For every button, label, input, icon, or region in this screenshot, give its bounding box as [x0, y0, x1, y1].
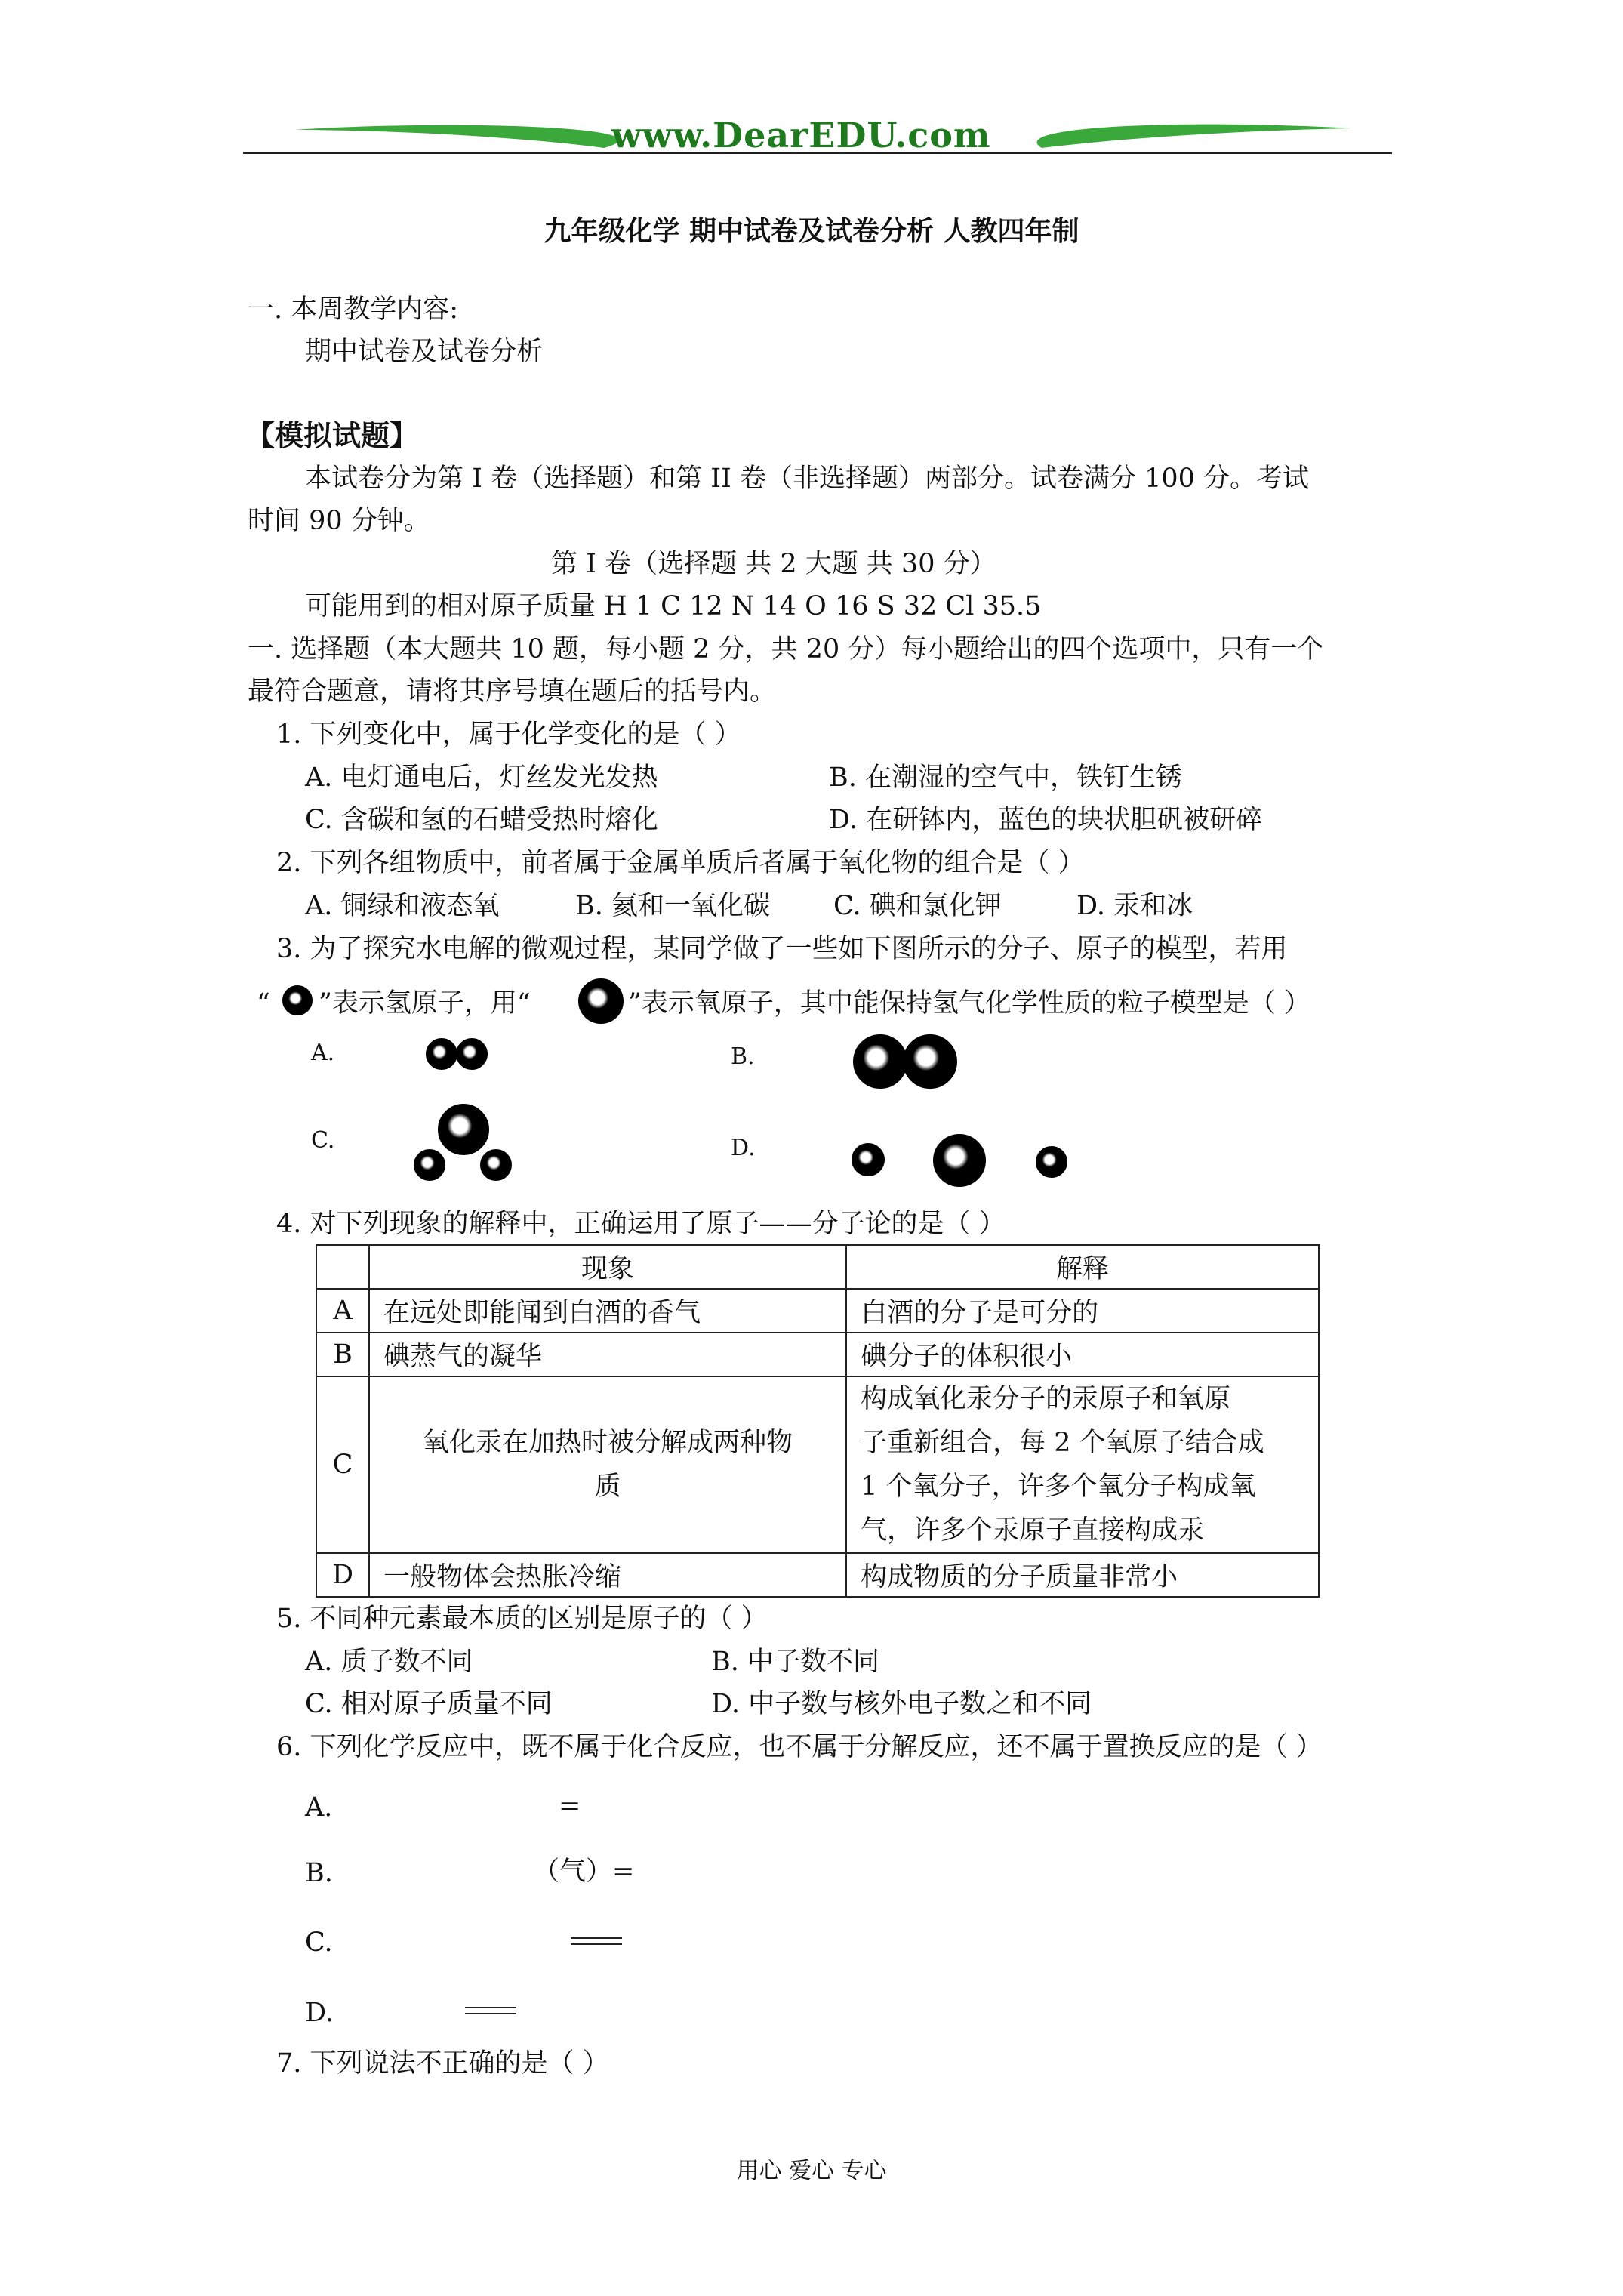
q1-option-c: C. 含碳和氢的石蜡受热时熔化 — [305, 805, 658, 835]
model-b-oxygen-icon — [853, 1034, 907, 1089]
q3-option-b-label: B. — [731, 1043, 755, 1070]
section-content: 期中试卷及试卷分析 — [305, 337, 544, 367]
header-logo-text: www.DearEDU.com — [611, 115, 991, 156]
phenomenon-line: 氧化汞在加热时被分解成两种物 — [423, 1428, 793, 1458]
explanation-line: 1 个氧分子，许多个氧分子构成氧 — [861, 1472, 1256, 1502]
phenomenon-line: 质 — [594, 1472, 621, 1502]
q3-line2-middle: ”表示氢原子，用“ — [319, 988, 531, 1019]
q2-stem: 2. 下列各组物质中，前者属于金属单质后者属于氧化物的组合是（ ） — [276, 848, 1085, 878]
q3-option-a-label: A. — [311, 1040, 335, 1066]
explanation-line: 构成氧化汞分子的汞原子和氧原 — [861, 1384, 1231, 1414]
intro-line-1: 本试卷分为第 I 卷（选择题）和第 II 卷（非选择题）两部分。试卷满分 100 分。考试 — [305, 464, 1310, 494]
q5-option-a: A. 质子数不同 — [305, 1647, 473, 1677]
q2-option-c: C. 碘和氯化钾 — [833, 891, 1002, 921]
q3-option-d-label: D. — [731, 1135, 756, 1161]
left-swoosh-icon — [294, 125, 619, 148]
q5-option-d: D. 中子数与核外电子数之和不同 — [711, 1689, 1092, 1719]
model-d-hydrogen-icon — [852, 1143, 885, 1176]
q3-option-c-label: C. — [311, 1127, 335, 1154]
q5-option-b: B. 中子数不同 — [711, 1647, 879, 1677]
model-d-hydrogen-icon — [1036, 1146, 1067, 1178]
q6-c-equals-line — [571, 1943, 622, 1945]
mc-instructions-2: 最符合题意，请将其序号填在题后的括号内。 — [248, 676, 777, 707]
q6-d-equals-line — [465, 2007, 516, 2008]
intro-line-2: 时间 90 分钟。 — [248, 506, 430, 536]
q2-option-d: D. 汞和冰 — [1076, 891, 1193, 921]
explanation-line: 气，许多个汞原子直接构成汞 — [861, 1515, 1205, 1546]
q5-stem: 5. 不同种元素最本质的区别是原子的（ ） — [276, 1604, 768, 1634]
table-row — [316, 1289, 1319, 1333]
q1-option-d: D. 在研钵内，蓝色的块状胆矾被研碎 — [829, 805, 1263, 835]
section-heading: 一. 本周教学内容: — [248, 294, 459, 325]
q4-stem: 4. 对下列现象的解释中，正确运用了原子——分子论的是（ ） — [276, 1209, 1006, 1239]
row-phenomenon: 在远处即能闻到白酒的香气 — [369, 1289, 846, 1333]
mc-instructions-1: 一. 选择题（本大题共 10 题，每小题 2 分，共 20 分）每小题给出的四个选项中，只有一个 — [248, 634, 1324, 664]
row-explanation: 碘分子的体积很小 — [846, 1333, 1319, 1376]
page-title: 九年级化学 期中试卷及试卷分析 人教四年制 — [544, 215, 1079, 247]
table-header-cell: 现象 — [369, 1245, 846, 1289]
table-row — [316, 1553, 1319, 1597]
row-phenomenon: 一般物体会热胀冷缩 — [369, 1553, 846, 1597]
q2-option-a: A. 铜绿和液态氧 — [305, 891, 500, 921]
part-one-title: 第 I 卷（选择题 共 2 大题 共 30 分） — [551, 549, 996, 579]
q3-stem: 3. 为了探究水电解的微观过程，某同学做了一些如下图所示的分子、原子的模型，若用 — [276, 934, 1288, 964]
model-b-oxygen-icon — [903, 1034, 957, 1089]
q4-table — [316, 1244, 1320, 1598]
table-row — [316, 1333, 1319, 1376]
table-row — [316, 1376, 1319, 1553]
row-label: D — [316, 1553, 369, 1597]
table-header-cell: 解释 — [846, 1245, 1319, 1289]
row-label: B — [316, 1333, 369, 1376]
model-d-oxygen-icon — [933, 1134, 986, 1187]
row-explanation — [846, 1376, 1319, 1553]
atomic-masses: 可能用到的相对原子质量 H 1 C 12 N 14 O 16 S 32 Cl 35.5 — [305, 591, 1042, 621]
q6-option-b-sign: （气）= — [533, 1857, 635, 1887]
row-explanation: 构成物质的分子质量非常小 — [846, 1553, 1319, 1597]
row-label: A — [316, 1289, 369, 1333]
q6-option-c: C. — [305, 1928, 333, 1958]
table-header-cell — [316, 1245, 369, 1289]
table-header-row — [316, 1245, 1319, 1289]
q3-line2-end: ”表示氧原子，其中能保持氢气化学性质的粒子模型是（ ） — [628, 988, 1311, 1019]
page-footer: 用心 爱心 专心 — [736, 2158, 887, 2184]
q1-option-a: A. 电灯通电后，灯丝发光发热 — [305, 763, 658, 793]
model-a-hydrogen-icon — [456, 1038, 488, 1070]
model-c-hydrogen-icon — [480, 1149, 512, 1181]
row-phenomenon: 碘蒸气的凝华 — [369, 1333, 846, 1376]
q3-line2-open-quote: “ — [257, 988, 270, 1019]
q6-stem: 6. 下列化学反应中，既不属于化合反应，也不属于分解反应，还不属于置换反应的是（ ） — [276, 1732, 1323, 1762]
explanation-line: 子重新组合，每 2 个氧原子结合成 — [861, 1428, 1264, 1458]
q6-option-b: B. — [305, 1858, 333, 1888]
q6-option-d: D. — [305, 1998, 334, 2028]
hydrogen-atom-icon — [282, 985, 313, 1015]
q7-stem: 7. 下列说法不正确的是（ ） — [276, 2048, 609, 2079]
q2-option-b: B. 氦和一氧化碳 — [575, 891, 770, 921]
q5-option-c: C. 相对原子质量不同 — [305, 1689, 553, 1719]
oxygen-atom-icon — [578, 978, 624, 1024]
header-divider — [243, 152, 1392, 154]
model-a-hydrogen-icon — [426, 1038, 457, 1070]
q1-option-b: B. 在潮湿的空气中，铁钉生锈 — [829, 763, 1182, 793]
q6-c-equals-line — [571, 1937, 622, 1939]
row-label: C — [316, 1376, 369, 1553]
model-c-oxygen-icon — [438, 1104, 489, 1155]
q6-option-a-sign: = — [559, 1791, 581, 1821]
q6-d-equals-line — [465, 2013, 516, 2014]
right-swoosh-icon — [1037, 125, 1351, 148]
row-phenomenon — [369, 1376, 846, 1553]
q6-option-a: A. — [305, 1792, 333, 1823]
model-c-hydrogen-icon — [414, 1149, 445, 1181]
mock-exam-title: 【模拟试题】 — [246, 418, 419, 452]
q1-stem: 1. 下列变化中，属于化学变化的是（ ） — [276, 720, 741, 750]
row-explanation: 白酒的分子是可分的 — [846, 1289, 1319, 1333]
